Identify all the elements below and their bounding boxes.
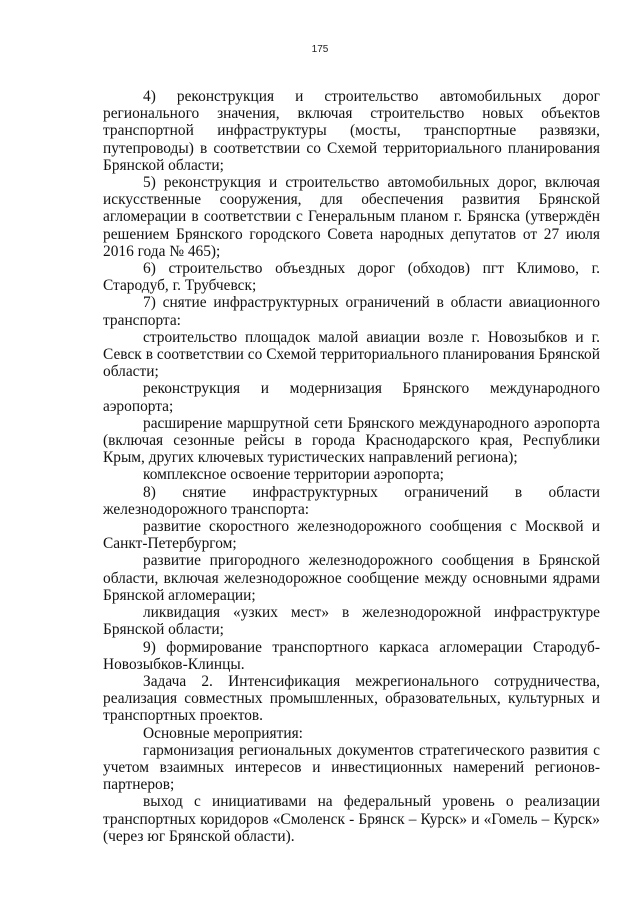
list-item-bypass-roads: 6) строительство объездных дорог (обходов) пгт Климово, г. Стародуб, г. Трубчевск;: [103, 260, 600, 295]
list-item-aviation-constraints: 7) снятие инфраструктурных ограничений в области авиационного транспорта:: [103, 294, 600, 329]
sub-item-route-network: расширение маршрутной сети Брянского международного аэропорта (включая сезонные рейсы в города Краснодарского края, Республики Крым, других ключевых туристических направлений региона);: [103, 414, 600, 467]
sub-item-suburban-rail: развитие пригородного железнодорожного сообщения в Брянской области, включая железнодорожное сообщение между основными ядрами Брянской агломерации;: [103, 552, 600, 604]
sub-item-airport-reconstruction: реконструкция и модернизация Брянского международного аэропорта;: [103, 380, 600, 415]
list-item-regional-roads: 4) реконструкция и строительство автомобильных дорог регионального значения, включая строительство новых объектов транспортной инфраструктуры (мосты, транспортные развязки, путепроводы) в соответствии со Схемой территориального планирования Брянской области;: [103, 88, 600, 174]
page-number: 175: [311, 44, 329, 55]
sub-item-federal-initiatives: выход с инициативами на федеральный уровень о реализации транспортных коридоров «Смоленск - Брянск – Курск» и «Гомель – Курск» (через юг Брянской области).: [103, 793, 600, 845]
sub-item-small-aviation-sites: строительство площадок малой авиации возле г. Новозыбков и г. Севск в соответствии со Схемой территориального планирования Брянской области;: [103, 328, 600, 381]
sub-item-high-speed-rail: развитие скоростного железнодорожного сообщения с Москвой и Санкт-Петербургом;: [103, 518, 600, 553]
sub-item-bottlenecks: ликвидация «узких мест» в железнодорожной инфраструктуре Брянской области;: [103, 604, 600, 639]
list-item-agglomeration-roads: 5) реконструкция и строительство автомобильных дорог, включая искусственные сооружения, для обеспечения развития Брянской агломерации в соответствии с Генеральным планом г. Брянска (утверждён решением Брянского городского Совета народных депутатов от 27 июля 2016 года № 465);: [103, 174, 600, 260]
list-item-transport-framework: 9) формирование транспортного каркаса агломерации Стародуб-Новозыбков-Клинцы.: [103, 638, 600, 673]
sub-item-harmonization: гармонизация региональных документов стратегического развития с учетом взаимных интересов и инвестиционных намерений регионов-партнеров;: [103, 741, 600, 794]
document-body: [103, 88, 600, 845]
sub-item-airport-territory: комплексное освоение территории аэропорта;: [143, 466, 444, 484]
list-item-railway-constraints: 8) снятие инфраструктурных ограничений в области железнодорожного транспорта:: [103, 483, 600, 518]
task-2-heading: Задача 2. Интенсификация межрегионального сотрудничества, реализация совместных промышленных, образовательных, культурных и транспортных проектов.: [103, 672, 600, 725]
main-measures-label: Основные мероприятия:: [143, 724, 303, 742]
